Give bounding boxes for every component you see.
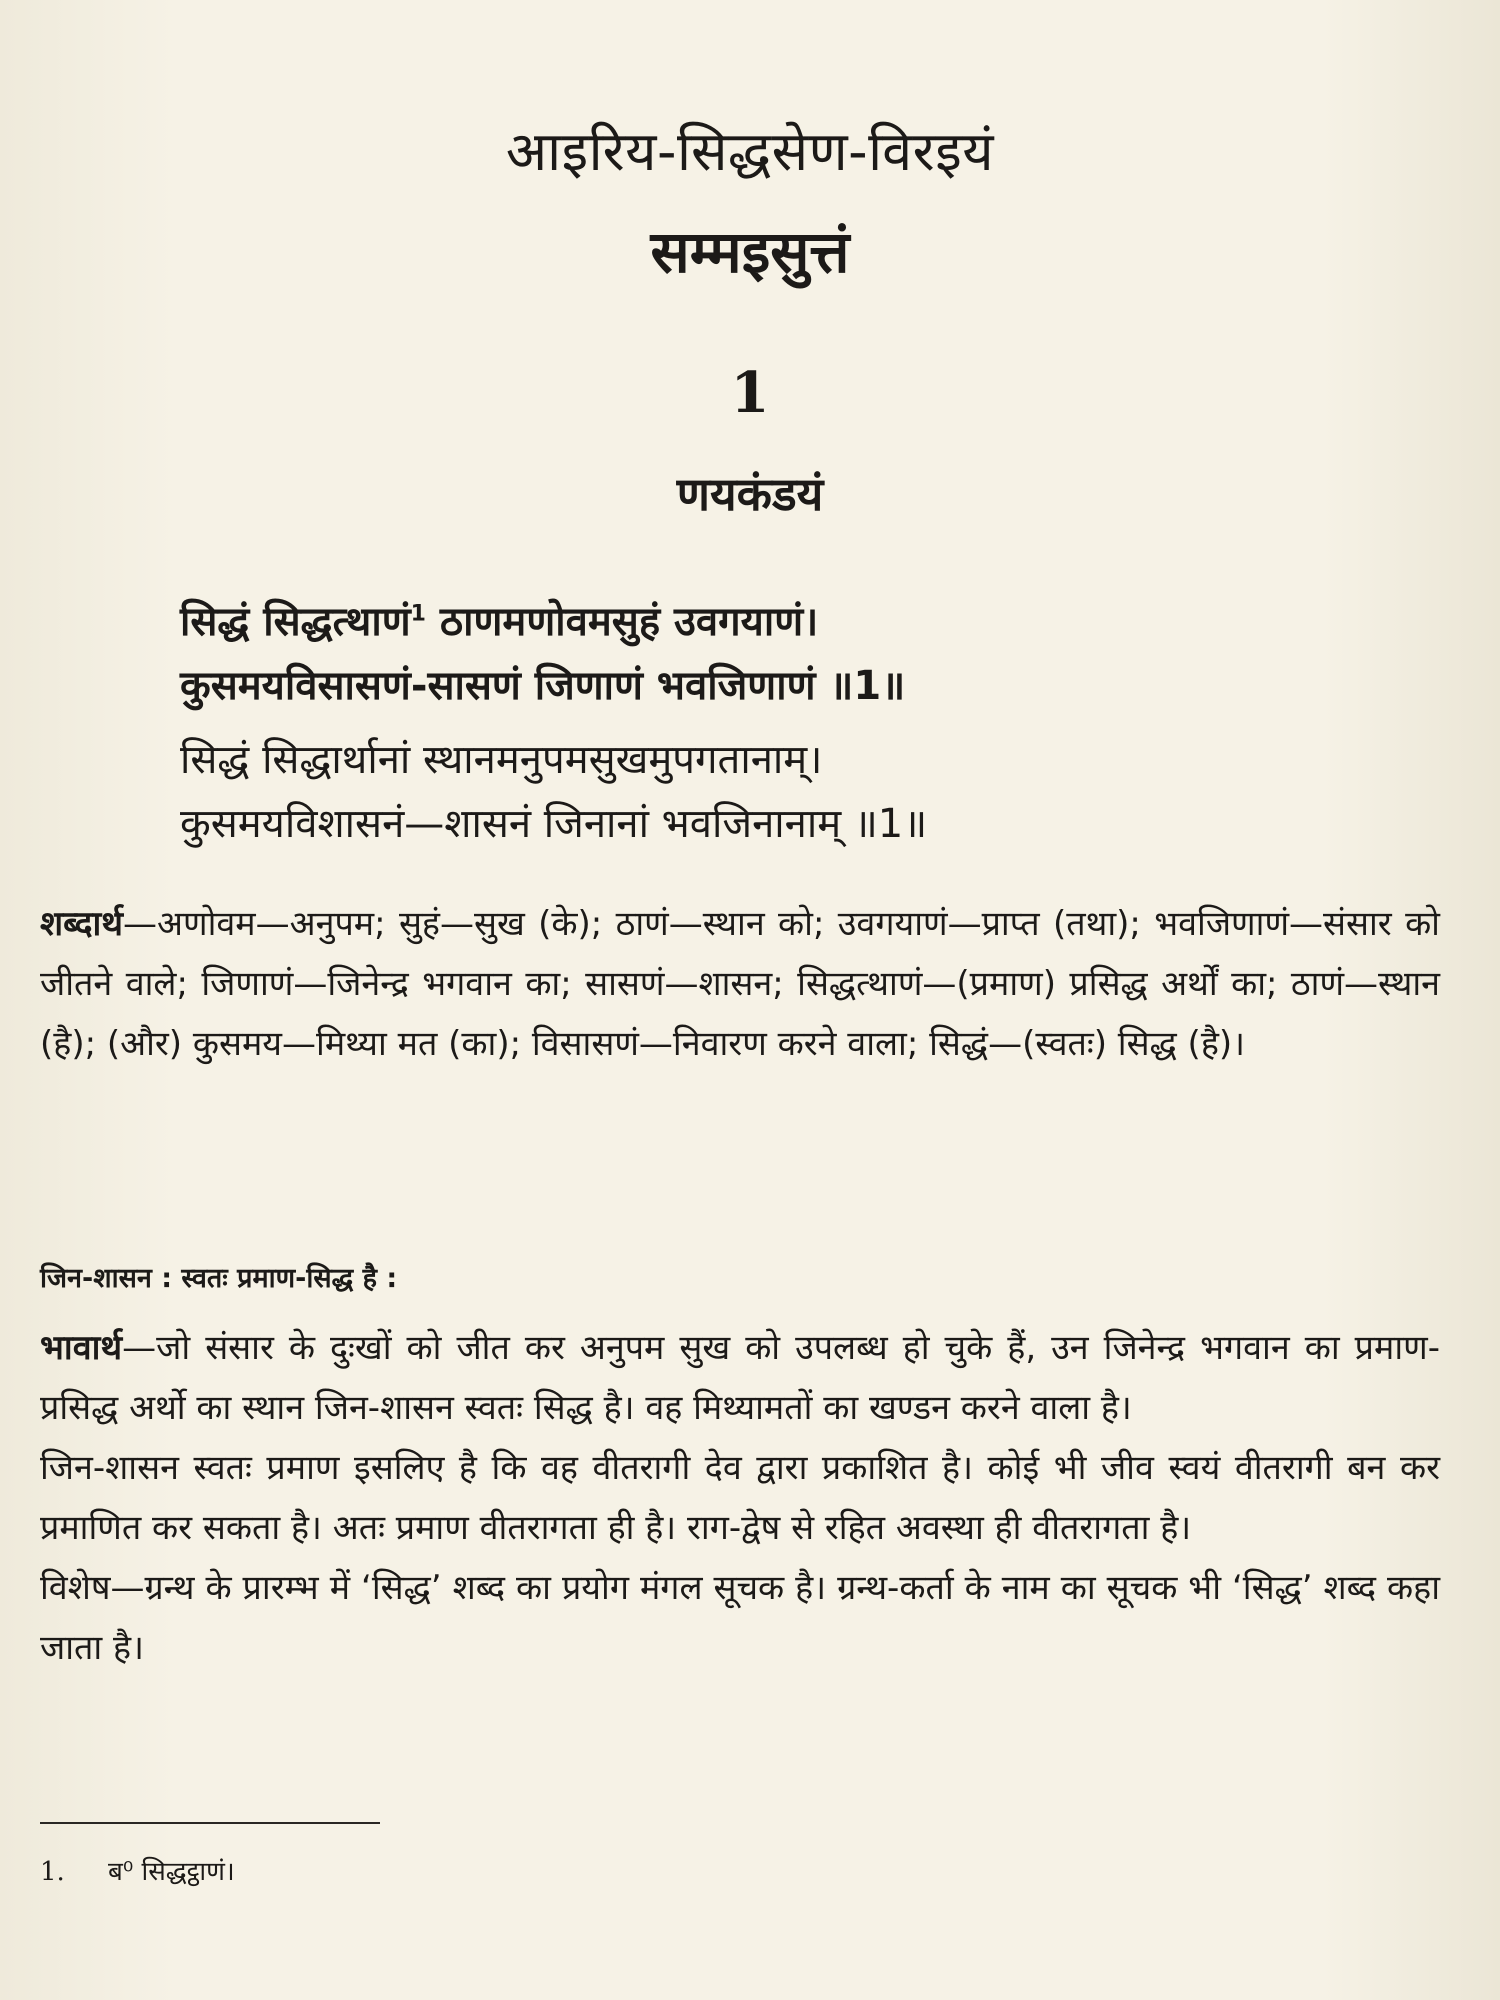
- author-title: आइरिय-सिद्धसेण-विरइयं: [505, 120, 995, 183]
- footnote-divider: [40, 1822, 380, 1824]
- bhavarth-paragraph: [40, 1318, 1440, 1438]
- bhavarth-paragraph-2: जिन-शासन स्वतः प्रमाण इसलिए है कि वह वीतरागी देव द्वारा प्रकाशित है। कोई भी जीव स्वयं वीतरागी बन कर प्रमाणित कर सकता है। अतः प्रमाण वीतरागता ही है। राग-द्वेष से रहित अवस्था ही वीतरागता है।: [40, 1448, 1440, 1548]
- bhavarth-label: भावार्थ: [40, 1328, 123, 1368]
- section-heading: जिन-शासन : स्वतः प्रमाण-सिद्ध है :: [40, 1263, 398, 1294]
- prakrit-verse-line-1: [180, 590, 1380, 654]
- bhavarth-block: [40, 1318, 1440, 1678]
- footnote-text: ब⁰ सिद्धट्ठाणं।: [108, 1857, 235, 1887]
- sanskrit-verse-line-2: कुसमयविशासनं—शासनं जिनानां भवजिनानाम् ॥1॥: [180, 801, 928, 847]
- vishesh-paragraph: विशेष—ग्रन्थ के प्रारम्भ में ‘सिद्ध’ शब्द का प्रयोग मंगल सूचक है। ग्रन्थ-कर्ता के नाम का सूचक भी ‘सिद्ध’ शब्द कहा जाता है।: [40, 1568, 1440, 1668]
- prakrit-verse: [180, 590, 1380, 718]
- prakrit-verse-line-1-end: ठाणमणोवमसुहं उवगयाणं।: [425, 599, 819, 645]
- sanskrit-verse: [180, 728, 1380, 856]
- glossary-paragraph: [40, 894, 1440, 1074]
- footnote-ref: 1: [410, 601, 426, 627]
- glossary-label: शब्दार्थ: [40, 904, 124, 944]
- sanskrit-verse-line-1: सिद्धं सिद्धार्थानां स्थानमनुपमसुखमुपगतानाम्।: [180, 737, 823, 783]
- prakrit-verse-line-2: कुसमयविसासणं-सासणं जिणाणं भवजिणाणं ॥1॥: [180, 663, 906, 709]
- chapter-number: 1: [730, 360, 770, 426]
- chapter-name: णयकंडयं: [676, 467, 824, 521]
- bhavarth-text: —जो संसार के दुःखों को जीत कर अनुपम सुख को उपलब्ध हो चुके हैं, उन जिनेन्द्र भगवान का प्रमाण-प्रसिद्ध अर्थो का स्थान जिन-शासन स्वतः सिद्ध है। वह मिथ्यामतों का खण्डन करने वाला है।: [40, 1328, 1440, 1428]
- glossary-text: —अणोवम—अनुपम; सुहं—सुख (के); ठाणं—स्थान को; उवगयाणं—प्राप्त (तथा); भवजिणाणं—संसार को जीतने वाले; जिणाणं—जिनेन्द्र भगवान का; सासणं—शासन; सिद्धत्थाणं—(प्रमाण) प्रसिद्ध अर्थों का; ठाणं—स्थान (है); (और) कुसमय—मिथ्या मत (का); विसासणं—निवारण करने वाला; सिद्धं—(स्वतः) सिद्ध (है)।: [40, 904, 1440, 1064]
- footnote: [40, 1852, 840, 1888]
- work-title: सम्मइसुत्तं: [650, 218, 850, 286]
- prakrit-verse-line-1-start: सिद्धं सिद्धत्थाणं: [180, 599, 411, 645]
- footnote-number: 1.: [40, 1857, 65, 1887]
